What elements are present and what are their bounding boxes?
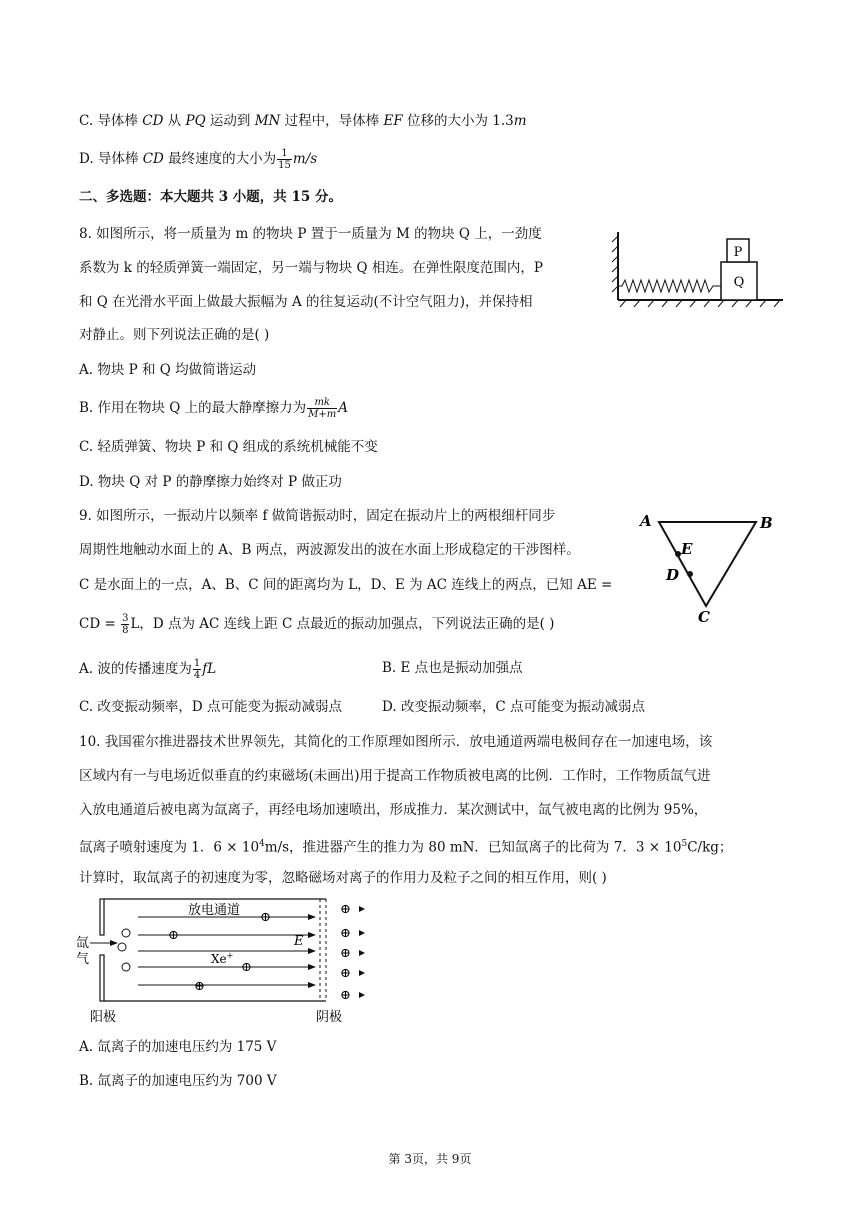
svg-text:A: A bbox=[640, 512, 652, 530]
svg-text:C: C bbox=[698, 608, 710, 626]
svg-text:阳极: 阳极 bbox=[90, 1010, 117, 1025]
svg-text:⊕: ⊕ bbox=[241, 960, 252, 975]
svg-text:E: E bbox=[681, 540, 693, 558]
q8-option-c: C. 轻质弹簧、物块 P 和 Q 组成的系统机械能不变 bbox=[79, 439, 378, 455]
q9-option-d: D. 改变振动频率，C 点可能变为振动减弱点 bbox=[382, 699, 646, 715]
q9-option-c: C. 改变振动频率，D 点可能变为振动减弱点 bbox=[79, 699, 343, 715]
svg-text:E: E bbox=[294, 934, 304, 949]
q10-line5: 计算时，取氙离子的初速度为零，忽略磁场对离子的作用力及粒子之间的相互作用，则( ) bbox=[79, 870, 607, 886]
q9-line1: 9. 如图所示，一振动片以频率 f 做简谐振动时，固定在振动片上的两根细杆同步 bbox=[79, 508, 556, 524]
fraction: $\frac{mk}{M+m}$ bbox=[308, 397, 337, 420]
q10-option-a: A. 氙离子的加速电压约为 175 V bbox=[79, 1039, 277, 1055]
option-d-prev: D. 导体棒 CD 最终速度的大小为 $\frac{1}{15}$ m/s bbox=[79, 148, 318, 171]
q10-option-b: B. 氙离子的加速电压约为 700 V bbox=[79, 1073, 277, 1089]
q9-option-b: B. E 点也是振动加强点 bbox=[382, 660, 523, 676]
page-footer: 第 3页，共 9页 bbox=[388, 1152, 472, 1166]
svg-text:阴极: 阴极 bbox=[316, 1010, 343, 1025]
svg-text:D: D bbox=[666, 566, 680, 584]
q8-line1: 8. 如图所示，将一质量为 m 的物块 P 置于一质量为 M 的物块 Q 上，一劲度 bbox=[79, 226, 542, 242]
spring-block-figure bbox=[608, 224, 790, 310]
svg-text:⊕: ⊕ bbox=[260, 910, 271, 925]
svg-text:放电通道: 放电通道 bbox=[188, 903, 241, 918]
svg-text:气: 气 bbox=[76, 952, 90, 967]
svg-text:⊕: ⊕ bbox=[340, 902, 351, 917]
fraction: $\frac{1}{15}$ bbox=[278, 148, 291, 171]
q8-option-a: A. 物块 P 和 Q 均做简谐运动 bbox=[79, 362, 257, 378]
svg-text:B: B bbox=[760, 514, 773, 532]
q9-line2: 周期性地触动水面上的 A、B 两点，两波源发出的波在水面上形成稳定的干涉图样。 bbox=[79, 542, 580, 558]
svg-text:⊕: ⊕ bbox=[340, 946, 351, 961]
q10-line1: 10. 我国霍尔推进器技术世界领先，其简化的工作原理如图所示．放电通道两端电极间存在一加速电场，该 bbox=[79, 734, 713, 750]
q9-line4: CD = $\frac{3}{8}$ L，D 点为 AC 连线上距 C 点最近的振动加强点，下列说法正确的是( ) bbox=[79, 613, 555, 636]
q10-line3: 入放电通道后被电离为氙离子，再经电场加速喷出，形成推力．某次测试中，氙气被电离的比例为 95%， bbox=[79, 802, 708, 818]
section-heading: 二、多选题：本大题共 3 小题，共 15 分。 bbox=[79, 189, 342, 205]
triangle-figure bbox=[634, 508, 784, 626]
svg-text:氙: 氙 bbox=[76, 936, 90, 951]
svg-text:Q: Q bbox=[733, 275, 745, 290]
svg-text:⊕: ⊕ bbox=[340, 988, 351, 1003]
fraction: $\frac{1}{4}$ bbox=[193, 658, 201, 681]
q10-line2: 区域内有一与电场近似垂直的约束磁场(未画出)用于提高工作物质被电离的比例．工作时，工作物质氙气进 bbox=[79, 768, 711, 784]
spring bbox=[618, 280, 721, 292]
q8-option-d: D. 物块 Q 对 P 的静摩擦力始终对 P 做正功 bbox=[79, 474, 342, 490]
option-c-prev: C. 导体棒 CD 从 PQ 运动到 MN 过程中，导体棒 EF 位移的大小为 1.3m bbox=[79, 113, 527, 129]
q8-line4: 对静止。则下列说法正确的是( ) bbox=[79, 327, 270, 343]
q8-line2: 系数为 k 的轻质弹簧一端固定，另一端与物块 Q 相连。在弹性限度范围内，P bbox=[79, 260, 543, 276]
q9-line3: C 是水面上的一点，A、B、C 间的距离均为 L，D、E 为 AC 连线上的两点，已知 AE = bbox=[79, 577, 613, 593]
svg-text:⊕: ⊕ bbox=[194, 979, 205, 994]
svg-text:⊕: ⊕ bbox=[340, 926, 351, 941]
hall-thruster-figure bbox=[76, 895, 366, 1027]
q8-option-b: B. 作用在物块 Q 上的最大静摩擦力为 $\frac{mk}{M+m}$ A bbox=[79, 397, 349, 420]
q10-line4: 氙离子喷射速度为 1．$6 \times 10^4m/s$，推进器产生的推力为 80 mN．已知氙离子的比荷为 7．$3 \times 10^5C/kg$； bbox=[79, 839, 733, 856]
fraction: $\frac{3}{8}$ bbox=[122, 613, 129, 636]
svg-text:⊕: ⊕ bbox=[168, 928, 179, 943]
svg-text:⊕: ⊕ bbox=[340, 966, 351, 981]
svg-text:P: P bbox=[733, 245, 743, 260]
svg-text:Xe+: Xe+ bbox=[211, 951, 234, 966]
q8-line3: 和 Q 在光滑水平面上做最大振幅为 A 的往复运动(不计空气阻力)，并保持相 bbox=[79, 294, 533, 310]
q9-option-a: A. 波的传播速度为 $\frac{1}{4}$ fL bbox=[79, 658, 217, 681]
